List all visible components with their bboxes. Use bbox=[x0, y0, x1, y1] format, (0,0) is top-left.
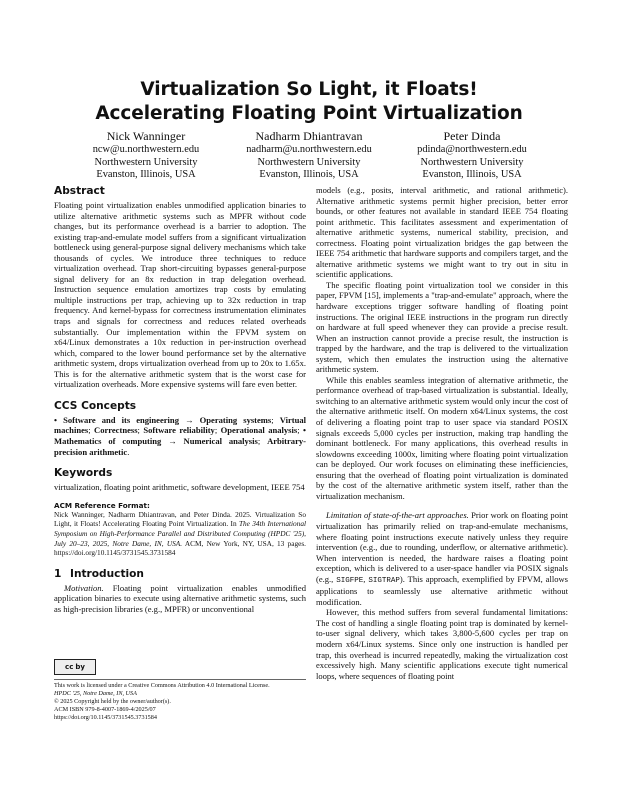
abstract-heading: Abstract bbox=[54, 185, 105, 197]
reference-authors-title: Nick Wanninger, Nadharm Dhiantravan, and Peter Dinda. 2025. Virtualization So Light, it Floats! Accelerating Floating Point Virtualization. In bbox=[54, 509, 306, 529]
ccs-term: Correctness bbox=[94, 425, 138, 436]
author-location: Evanston, Illinois, USA bbox=[96, 169, 196, 181]
code-sigtrap: SIGTRAP bbox=[368, 576, 400, 585]
author-location: Evanston, Illinois, USA bbox=[259, 169, 359, 181]
paragraph-text: Prior work on floating point virtualization has primarily relied on trap-and-emulate mechanisms, where floating point instructions execute natively unless they require intervention (e.g., due to rounding, underflow, or alternative arithmetic). When intervention is needed, the hardware raises a floating point exception, which is delivered to a user-space handler via POSIX signals (e.g., bbox=[316, 510, 568, 584]
title-line-1: Virtualization So Light, it Floats! bbox=[140, 79, 478, 100]
license-rule bbox=[54, 679, 306, 680]
body-paragraph bbox=[316, 510, 568, 607]
ccs-heading: CCS Concepts bbox=[54, 399, 137, 412]
reference-tail: ACM, New York, NY, USA, 13 pages. https://doi.org/10.1145/3731545.3731584 bbox=[54, 538, 306, 558]
author-name: Nadharm Dhiantravan bbox=[255, 129, 363, 143]
reference-format-heading: ACM Reference Format: bbox=[54, 500, 150, 510]
intro-heading bbox=[54, 568, 306, 581]
license-venue: HPDC '25, Notre Dame, IN, USA bbox=[54, 690, 137, 698]
ccs-term: Operational analysis bbox=[220, 425, 298, 436]
cc-by-badge-icon bbox=[54, 659, 96, 675]
author-email: pdinda@northwestern.edu bbox=[417, 144, 527, 155]
body-paragraph: models (e.g., posits, interval arithmetic, and rational arithmetic). Alternative arithmetic systems permit higher precision, better error bounds, or other features not available in standard IEEE 754 floating point arithmetic. This facilitates assessment and experimentation of alternative arithmetic systems, numerical stability, precision, and correctness. Floating point virtualization bridges the gap between the IEEE 754 arithmetic that hardware supports and compilers target, and the alternative arithmetic systems we might want to try out in situ in scientific applications. bbox=[316, 185, 568, 280]
author-name: Peter Dinda bbox=[443, 129, 501, 143]
license-isbn: ACM ISBN 979-8-4007-1869-4/2025/07 bbox=[54, 706, 156, 714]
author-email: nadharm@u.northwestern.edu bbox=[246, 144, 372, 155]
section-number: 1 bbox=[54, 567, 62, 580]
author-affiliation: Northwestern University bbox=[257, 156, 361, 168]
paper-title bbox=[0, 78, 618, 126]
ccs-bullet: • bbox=[54, 414, 57, 425]
right-column bbox=[316, 185, 568, 681]
by-icon: by bbox=[75, 663, 85, 671]
section-title: Introduction bbox=[70, 567, 144, 580]
ccs-bullet: • bbox=[303, 425, 307, 436]
author-name: Nick Wanninger bbox=[106, 129, 186, 143]
keywords-heading: Keywords bbox=[54, 467, 113, 480]
paragraph-text: ). This approach, exemplified by FPVM, allows applications to seamlessly use alternative arithmetic without modification. bbox=[316, 573, 568, 607]
ccs-term: Software and its engineering → Operating systems bbox=[63, 414, 272, 425]
license-copyright: © 2025 Copyright held by the owner/author(s). bbox=[54, 698, 171, 706]
ccs-term: Virtual machines bbox=[54, 414, 306, 436]
body-paragraph: While this enables seamless integration of alternative arithmetic, the performance overhead of trap-based virtualization is substantial. Ideally, switching to an alternative arithmetic system would only incur the cost of the alternative arithmetic itself. On modern x64/Linux systems, the cost of delivering a floating point trap to user space via standard POSIX signals exceeds 5,000 cycles per instruction, making trap handling the dominant bottleneck. For many applications, this overhead results in slowdowns exceeding 1000x, limiting where floating point virtualization can be deployed. Our work focuses on eliminating these inefficiencies, ensuring that the overhead of floating point virtualization is dominated by the cost of the alternative arithmetic system itself, rather than the virtualization mechanism. bbox=[316, 374, 568, 501]
title-line-2: Accelerating Floating Point Virtualization bbox=[95, 103, 523, 124]
reference-format-text bbox=[54, 510, 306, 558]
ccs-concepts: • Software and its engineering → Operating systems; Virtual machines; Correctness; Software reliability; Operational analysis; • Mathematics of computing → Numerical analysis; Arbitrary-precision arithmetic. bbox=[54, 414, 307, 457]
license-line: This work is licensed under a Creative Commons Attribution 4.0 International License. bbox=[54, 682, 270, 689]
ccs-term: Mathematics of computing → Numerical analysis bbox=[54, 436, 258, 447]
license-text bbox=[54, 679, 306, 722]
intro-lead: Motivation. bbox=[64, 582, 104, 593]
intro-text bbox=[54, 583, 306, 615]
ccs-term: Arbitrary-precision arithmetic bbox=[54, 436, 306, 457]
author-email: ncw@u.northwestern.edu bbox=[92, 144, 200, 155]
code-sigfpe: SIGFPE bbox=[336, 576, 364, 585]
keywords-text: virtualization, floating point arithmetic, software development, IEEE 754 bbox=[54, 482, 305, 493]
license-doi: https://doi.org/10.1145/3731545.3731584 bbox=[54, 714, 157, 722]
author-3 bbox=[372, 129, 572, 182]
ccs-term: Software reliability bbox=[143, 425, 215, 436]
cc-icon: cc bbox=[65, 663, 74, 671]
reference-venue: The 34th International Symposium on High-Performance Parallel and Distributed Computing (HPDC '25), July 20–23, 2025, Notre Dame, IN, USA. bbox=[54, 519, 306, 548]
body-paragraph: The specific floating point virtualization tool we consider in this paper, FPVM [15], implements a "trap-and-emulate" approach, where the hardware exceptions trigger software handling of floating point instructions. The original IEEE instructions in the program run directly on hardware at full speed whenever they can provide a precise result. When an instruction cannot provide a precise result, the instruction is trapped by the hardware, and the trap is delivered to the virtualization system, which then emulates the instruction using the alternative arithmetic system. bbox=[316, 279, 568, 375]
left-column bbox=[54, 185, 306, 614]
author-affiliation: Northwestern University bbox=[94, 156, 198, 168]
author-location: Evanston, Illinois, USA bbox=[422, 169, 522, 181]
author-affiliation: Northwestern University bbox=[420, 156, 524, 168]
paragraph-lead: Limitation of state-of-the-art approaches. bbox=[326, 510, 469, 521]
license-block bbox=[54, 659, 306, 722]
body-paragraph: However, this method suffers from several fundamental limitations: The cost of handling a single floating point trap is dominated by kernel-to-user signal delivery, which takes 3,800-5,600 cycles per trap on modern x64/Linux systems. Since only one instruction is handled per trap, this overhead is incurred repeatedly, making the virtualization cost excessively high. Many scientific applications execute tight numerical loops, where sequences of floating point bbox=[316, 607, 568, 681]
intro-body: Floating point virtualization enables unmodified application binaries to execute using alternative arithmetic systems, such as high-precision libraries (e.g., MPFR) or unconventional bbox=[54, 582, 306, 614]
abstract-text: Floating point virtualization enables unmodified application binaries to utilize alternative arithmetic systems such as MPFR without code changes, but its performance overhead is a barrier to adoption. The existing trap-and-emulate model suffers from a significant virtualization bottleneck using general-purpose signal delivery mechanisms which take thousands of cycles. We introduce three techniques to reduce virtualization overhead. Trap short-circuiting bypasses general-purpose signal delivery for an 8x reduction in trap delegation overhead. Instruction sequence emulation amortizes trap costs by emulating multiple instructions per trap, achieving up to 32x reduction in trap frequency. And kernel-bypass for correctness instrumentation eliminates traps and signals for correctness and reduces related overheads substantially. Our implementation within the FPVM system on x64/Linux demonstrates a 10x reduction in per-instruction overhead which, compared to the lower bound performance set by the alternative arithmetic system, drops virtualization overhead from up to 20x to 1.65x. This is for the alternative arithmetic system that is the worst case for virtualization overheads. More expensive systems will fare even better. bbox=[54, 200, 306, 390]
paragraph-sep: , bbox=[363, 573, 369, 584]
